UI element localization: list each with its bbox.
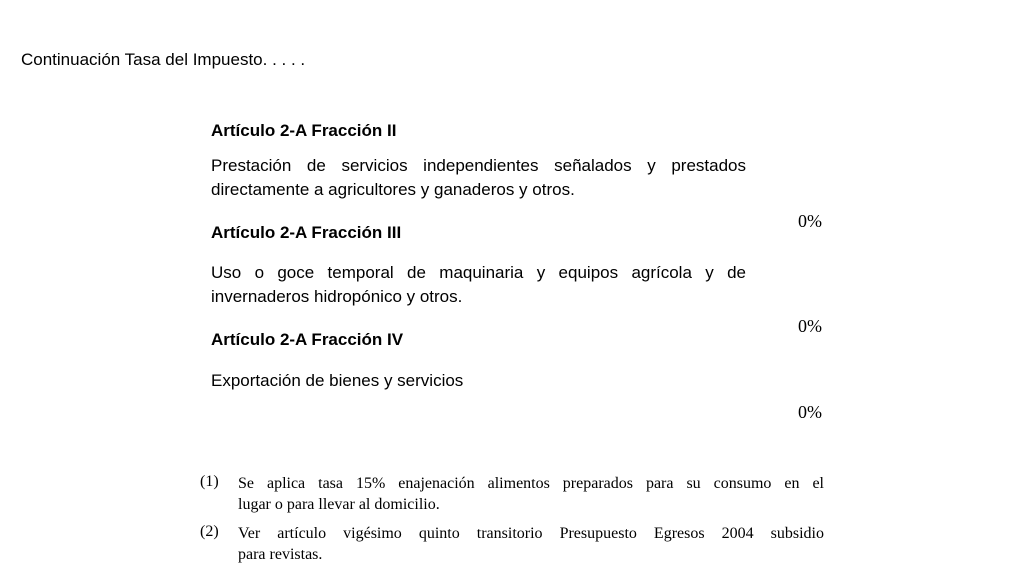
article-description-fraccion-ii: Prestación de servicios independientes señalados y prestados directamente a agricultores y ganaderos y otros.: [211, 156, 746, 199]
article-heading-fraccion-iii: Artículo 2-A Fracción III: [211, 223, 402, 242]
article-rate-fraccion-iv: 0%: [798, 402, 822, 422]
footnote-text-2-line-1: Ver artículo vigésimo quinto transitorio Presupuesto Egresos 2004 subsidio: [238, 525, 824, 542]
article-description-fraccion-iv: Exportación de bienes y servicios: [211, 371, 464, 390]
footnote-text-2-line-2: para revistas.: [238, 546, 323, 563]
article-description-fraccion-iii: Uso o goce temporal de maquinaria y equipos agrícola y de invernaderos hidropónico y otros.: [211, 263, 746, 306]
footnote-text-1: [238, 473, 824, 515]
page-title: Continuación Tasa del Impuesto. . . . .: [21, 50, 306, 69]
footnote-text-1-line-1: Se aplica tasa 15% enajenación alimentos preparados para su consumo en el: [238, 475, 824, 492]
article-heading-fraccion-iv: Artículo 2-A Fracción IV: [211, 330, 404, 349]
article-rate-fraccion-iii: 0%: [798, 316, 822, 336]
footnote-number-1: (1): [200, 473, 219, 490]
footnote-text-1-line-2: lugar o para llevar al domicilio.: [238, 496, 440, 513]
footnote-text-2: [238, 523, 824, 565]
article-rate-fraccion-ii: 0%: [798, 211, 822, 231]
footnote-number-2: (2): [200, 523, 219, 540]
article-heading-fraccion-ii: Artículo 2-A Fracción II: [211, 121, 397, 140]
